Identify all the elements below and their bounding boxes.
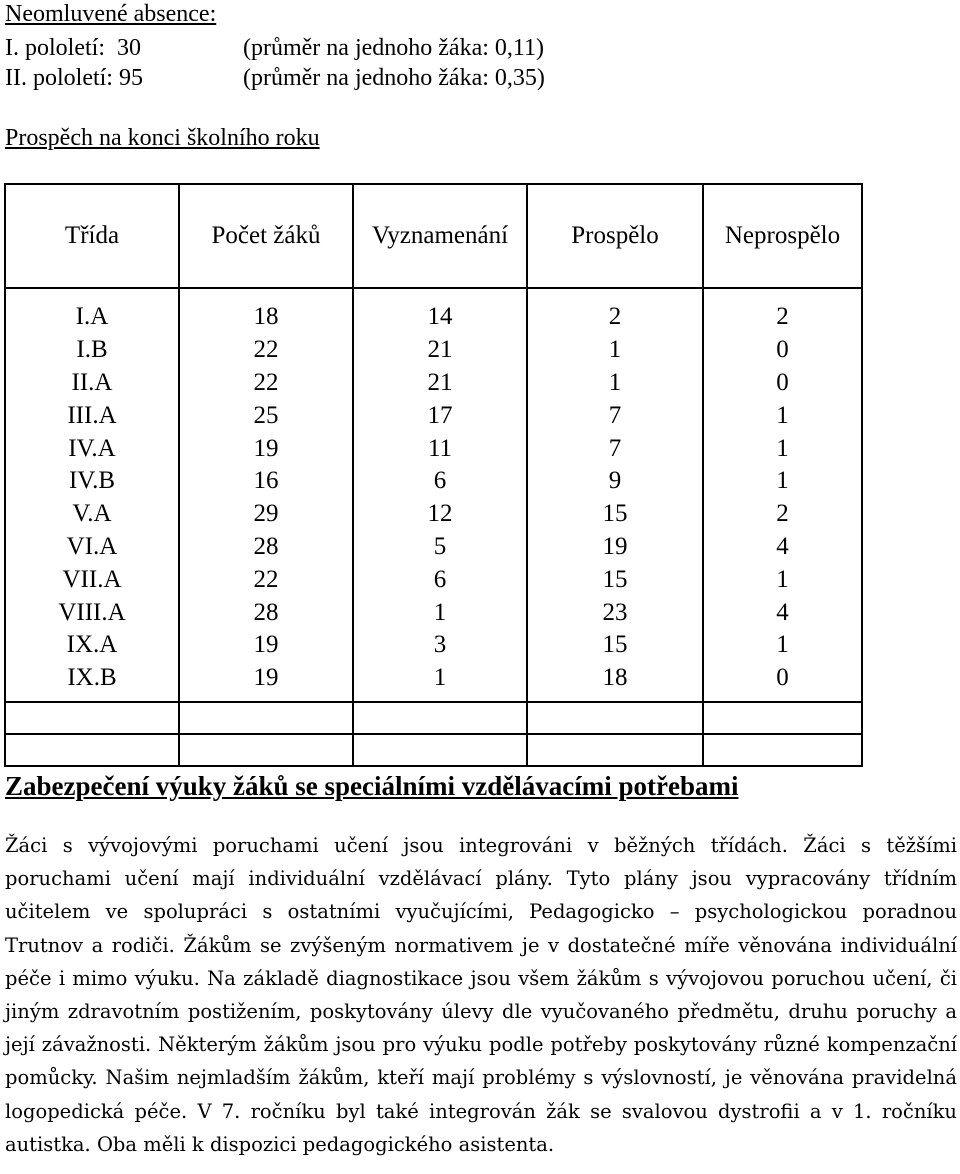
cell-honors: 5 — [353, 531, 527, 564]
table-row — [5, 629, 862, 662]
absence-average: (průměr na jednoho žáka: 0,35) — [243, 65, 545, 91]
cell-passed: 15 — [527, 563, 703, 596]
empty-cell — [179, 702, 353, 734]
cell-honors: 21 — [353, 367, 527, 400]
cell-failed: 4 — [703, 531, 862, 564]
cell-honors: 14 — [353, 288, 527, 334]
empty-table-row — [5, 734, 862, 766]
cell-class: IV.A — [5, 432, 179, 465]
cell-pupil-count: 19 — [179, 432, 353, 465]
cell-class: III.A — [5, 399, 179, 432]
table-row — [5, 288, 862, 334]
table-row — [5, 662, 862, 702]
cell-honors: 12 — [353, 498, 527, 531]
cell-class: I.B — [5, 334, 179, 367]
cell-pupil-count: 29 — [179, 498, 353, 531]
header-failed: Neprospělo — [703, 184, 862, 288]
empty-cell — [179, 734, 353, 766]
cell-failed: 1 — [703, 432, 862, 465]
cell-honors: 6 — [353, 563, 527, 596]
cell-honors: 1 — [353, 662, 527, 702]
empty-cell — [527, 734, 703, 766]
cell-passed: 7 — [527, 399, 703, 432]
cell-pupil-count: 22 — [179, 367, 353, 400]
table-row — [5, 596, 862, 629]
header-class: Třída — [5, 184, 179, 288]
cell-passed: 7 — [527, 432, 703, 465]
table-row — [5, 432, 862, 465]
empty-cell — [5, 734, 179, 766]
absences-title: Neomluvené absence: — [5, 1, 217, 27]
header-passed: Prospělo — [527, 184, 703, 288]
empty-table-row — [5, 702, 862, 734]
cell-passed: 1 — [527, 334, 703, 367]
results-title: Prospěch na konci školního roku — [5, 125, 320, 151]
cell-honors: 21 — [353, 334, 527, 367]
cell-failed: 0 — [703, 662, 862, 702]
cell-pupil-count: 18 — [179, 288, 353, 334]
table-row — [5, 334, 862, 367]
cell-class: V.A — [5, 498, 179, 531]
cell-class: VI.A — [5, 531, 179, 564]
empty-cell — [703, 702, 862, 734]
cell-honors: 11 — [353, 432, 527, 465]
cell-class: II.A — [5, 367, 179, 400]
cell-class: IX.B — [5, 662, 179, 702]
cell-passed: 19 — [527, 531, 703, 564]
cell-honors: 6 — [353, 465, 527, 498]
cell-passed: 2 — [527, 288, 703, 334]
cell-passed: 15 — [527, 629, 703, 662]
cell-failed: 0 — [703, 334, 862, 367]
table-row — [5, 498, 862, 531]
cell-passed: 18 — [527, 662, 703, 702]
absence-label: I. pololetí: 30 — [5, 35, 141, 61]
cell-class: IX.A — [5, 629, 179, 662]
cell-pupil-count: 25 — [179, 399, 353, 432]
table-row — [5, 465, 862, 498]
cell-passed: 9 — [527, 465, 703, 498]
table-row — [5, 399, 862, 432]
cell-pupil-count: 28 — [179, 596, 353, 629]
results-table — [4, 183, 863, 767]
cell-failed: 1 — [703, 629, 862, 662]
cell-pupil-count: 28 — [179, 531, 353, 564]
empty-cell — [527, 702, 703, 734]
cell-class: I.A — [5, 288, 179, 334]
cell-failed: 1 — [703, 399, 862, 432]
cell-honors: 3 — [353, 629, 527, 662]
special-needs-heading: Zabezpečení výuky žáků se speciálními vzdělávacími potřebami — [5, 771, 739, 801]
absence-label: II. pololetí: 95 — [5, 65, 143, 91]
cell-failed: 1 — [703, 465, 862, 498]
table-header-row — [5, 184, 862, 288]
cell-pupil-count: 16 — [179, 465, 353, 498]
empty-cell — [353, 702, 527, 734]
cell-class: VIII.A — [5, 596, 179, 629]
header-pupil-count: Počet žáků — [179, 184, 353, 288]
table-row — [5, 563, 862, 596]
cell-failed: 2 — [703, 288, 862, 334]
cell-passed: 15 — [527, 498, 703, 531]
absence-average: (průměr na jednoho žáka: 0,11) — [243, 35, 544, 61]
cell-failed: 0 — [703, 367, 862, 400]
cell-honors: 17 — [353, 399, 527, 432]
absence-row-1 — [5, 34, 544, 62]
table-row — [5, 531, 862, 564]
cell-class: IV.B — [5, 465, 179, 498]
special-needs-paragraph: Žáci s vývojovými poruchami učení jsou integrováni v běžných třídách. Žáci s těžšími poruchami učení mají individuální vzdělávací plány. Tyto plány jsou vypracovány třídním učitelem ve spolupráci s ostatními vyučujícími, Pedagogicko – psychologickou poradnou Trutnov a rodiči. Žákům se zvýšeným normativem je v dostatečné míře věnována individuální péče i mimo výuku. Na základě diagnostikace jsou všem žákům s vývojovou poruchou učení, či jiným zdravotním postižením, poskytovány úlevy dle vyučovaného předmětu, druhu poruchy a její závažnosti. Některým žákům jsou pro výuku podle potřeby poskytovány různé kompenzační pomůcky. Našim nejmladším žákům, kteří mají problémy s výslovností, je věnována pravidelná logopedická péče. V 7. ročníku byl také integrován žák se svalovou dystrofii a v 1. ročníku autistka. Oba měli k dispozici pedagogického asistenta. — [5, 834, 957, 1156]
absence-row-2 — [5, 64, 545, 92]
cell-failed: 2 — [703, 498, 862, 531]
cell-failed: 4 — [703, 596, 862, 629]
empty-cell — [353, 734, 527, 766]
cell-pupil-count: 19 — [179, 629, 353, 662]
cell-pupil-count: 22 — [179, 563, 353, 596]
cell-passed: 1 — [527, 367, 703, 400]
empty-cell — [5, 702, 179, 734]
empty-cell — [703, 734, 862, 766]
cell-pupil-count: 19 — [179, 662, 353, 702]
cell-failed: 1 — [703, 563, 862, 596]
cell-class: VII.A — [5, 563, 179, 596]
header-honors: Vyznamenání — [353, 184, 527, 288]
cell-honors: 1 — [353, 596, 527, 629]
cell-pupil-count: 22 — [179, 334, 353, 367]
cell-passed: 23 — [527, 596, 703, 629]
table-row — [5, 367, 862, 400]
